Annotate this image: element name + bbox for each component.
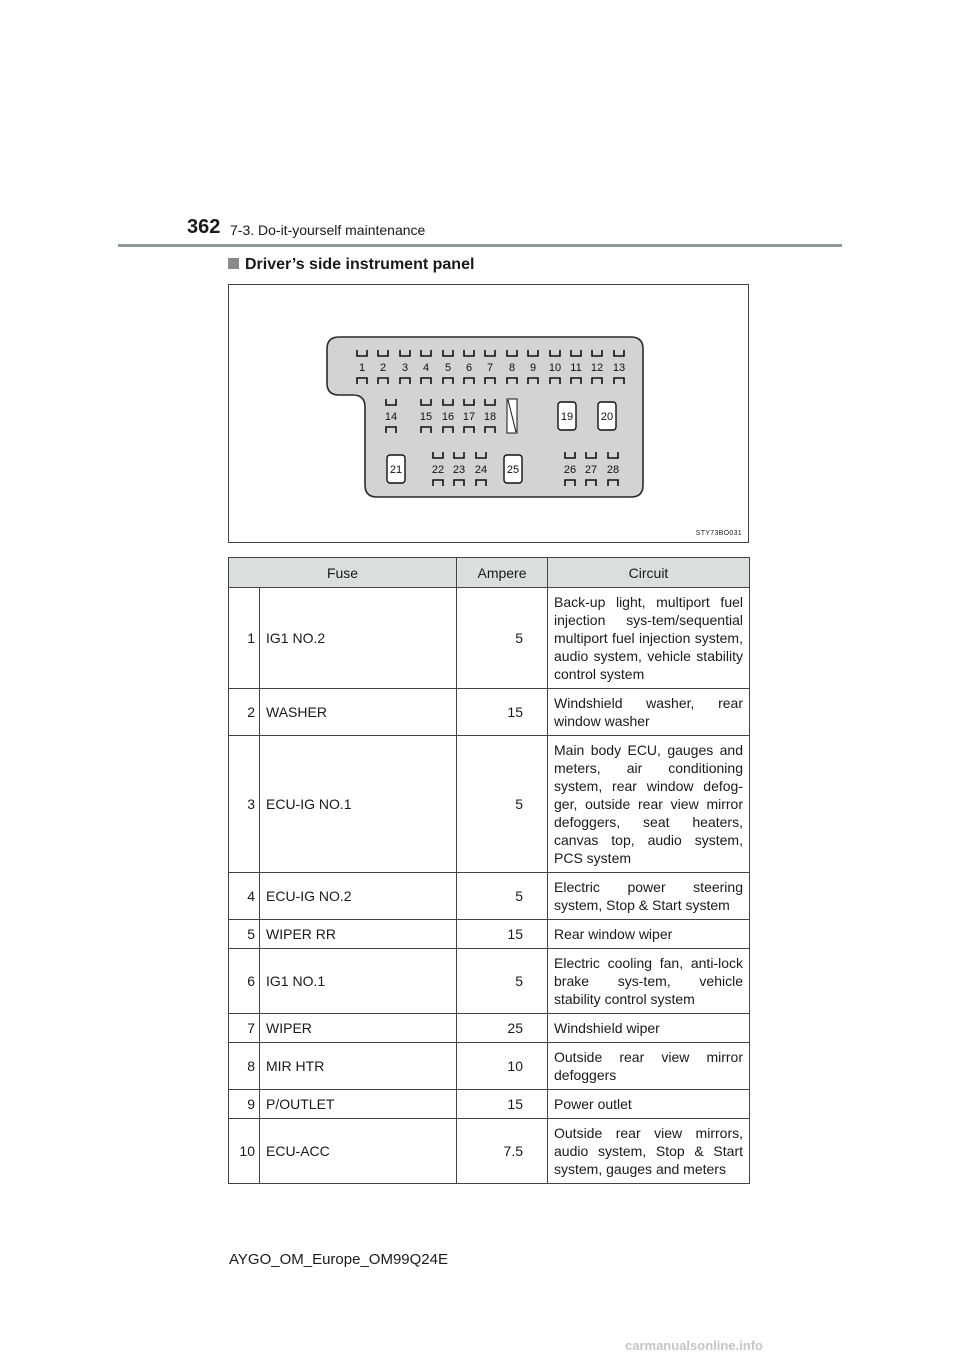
table-row <box>229 1119 750 1184</box>
fuse-circuit: Outside rear view mirror defoggers <box>548 1043 750 1090</box>
fuse-name: WIPER RR <box>260 920 457 949</box>
table-row <box>229 689 750 736</box>
fuse-label: 1 <box>358 362 366 374</box>
watermark: carmanualsonline.info <box>625 1338 763 1353</box>
fuse-name: MIR HTR <box>260 1043 457 1090</box>
fuse-circuit: Windshield washer, rear window washer <box>548 689 750 736</box>
fuse-circuit: Outside rear view mirrors, audio system, Stop & Start system, gauges and meters <box>548 1119 750 1184</box>
table-row <box>229 949 750 1014</box>
fuse-name: WIPER <box>260 1014 457 1043</box>
table-row <box>229 873 750 920</box>
fuse-label: 14 <box>384 411 398 423</box>
table-row <box>229 1014 750 1043</box>
fuse-name: IG1 NO.1 <box>260 949 457 1014</box>
fuse-label: 13 <box>612 362 626 374</box>
table-row <box>229 588 750 689</box>
table-row <box>229 920 750 949</box>
fuse-table-header <box>229 558 750 588</box>
fuse-label: 24 <box>474 464 488 476</box>
fuse-number: 10 <box>229 1119 260 1184</box>
fuse-number: 4 <box>229 873 260 920</box>
fuse-label: 15 <box>419 411 433 423</box>
fuse-ampere: 25 <box>457 1014 548 1043</box>
document-code: AYGO_OM_Europe_OM99Q24E <box>229 1251 448 1268</box>
fuse-label: 16 <box>441 411 455 423</box>
fuse-box-svg <box>229 285 750 544</box>
fuse-circuit: Power outlet <box>548 1090 750 1119</box>
fuse-label: 4 <box>422 362 430 374</box>
fuse-number: 2 <box>229 689 260 736</box>
fuse-number: 7 <box>229 1014 260 1043</box>
fuse-number: 8 <box>229 1043 260 1090</box>
fuse-number: 6 <box>229 949 260 1014</box>
subheading-text: Driver’s side instrument panel <box>245 256 475 273</box>
fuse-label: 9 <box>529 362 537 374</box>
fuse-box-diagram <box>228 284 749 543</box>
fuse-name: ECU-IG NO.1 <box>260 736 457 873</box>
fuse-ampere: 5 <box>457 873 548 920</box>
header-rule <box>118 244 842 247</box>
fuse-number: 1 <box>229 588 260 689</box>
square-bullet-icon <box>228 258 239 269</box>
fuse-label: 3 <box>401 362 409 374</box>
fuse-label: 28 <box>606 464 620 476</box>
fuse-label: 23 <box>452 464 466 476</box>
fuse-name: P/OUTLET <box>260 1090 457 1119</box>
fuse-ampere: 5 <box>457 736 548 873</box>
section-title: 7-3. Do-it-yourself maintenance <box>230 222 426 238</box>
fuse-label: 6 <box>465 362 473 374</box>
fuse-label: 18 <box>483 411 497 423</box>
fuse-label: 2 <box>379 362 387 374</box>
fuse-circuit: Rear window wiper <box>548 920 750 949</box>
fuse-label: 27 <box>584 464 598 476</box>
fuse-label: 25 <box>506 464 520 476</box>
fuse-label: 22 <box>431 464 445 476</box>
fuse-ampere: 5 <box>457 949 548 1014</box>
col-circuit: Circuit <box>548 558 750 588</box>
fuse-label: 21 <box>389 464 403 476</box>
fuse-number: 9 <box>229 1090 260 1119</box>
fuse-label: 26 <box>563 464 577 476</box>
fuse-table <box>228 557 750 1184</box>
fuse-ampere: 15 <box>457 689 548 736</box>
table-row <box>229 736 750 873</box>
fuse-ampere: 15 <box>457 920 548 949</box>
fuse-label: 8 <box>508 362 516 374</box>
fuse-circuit: Windshield wiper <box>548 1014 750 1043</box>
fuse-label: 12 <box>590 362 604 374</box>
fuse-number: 5 <box>229 920 260 949</box>
fuse-label: 5 <box>444 362 452 374</box>
figure-code: STY73BO031 <box>695 530 742 537</box>
fuse-label: 20 <box>600 411 614 423</box>
fuse-ampere: 5 <box>457 588 548 689</box>
subheading <box>228 256 474 274</box>
fuse-label: 7 <box>486 362 494 374</box>
fuse-label: 11 <box>570 362 582 374</box>
fuse-name: ECU-ACC <box>260 1119 457 1184</box>
fuse-name: WASHER <box>260 689 457 736</box>
fuse-label: 10 <box>548 362 562 374</box>
fuse-circuit: Back-up light, multiport fuel injection sys-tem/sequential multiport fuel injection system, audio system, vehicle stability control system <box>548 588 750 689</box>
fuse-number: 3 <box>229 736 260 873</box>
fuse-label: 19 <box>560 411 574 423</box>
col-ampere: Ampere <box>457 558 548 588</box>
fuse-name: ECU-IG NO.2 <box>260 873 457 920</box>
fuse-ampere: 15 <box>457 1090 548 1119</box>
fuse-name: IG1 NO.2 <box>260 588 457 689</box>
fuse-ampere: 10 <box>457 1043 548 1090</box>
fuse-circuit: Main body ECU, gauges and meters, air conditioning system, rear window defog-ger, outside rear view mirror defoggers, seat heaters, canvas top, audio system, PCS system <box>548 736 750 873</box>
page-number: 362 <box>187 216 221 238</box>
fuse-circuit: Electric power steering system, Stop & Start system <box>548 873 750 920</box>
fuse-ampere: 7.5 <box>457 1119 548 1184</box>
fuse-circuit: Electric cooling fan, anti-lock brake sys-tem, vehicle stability control system <box>548 949 750 1014</box>
table-row <box>229 1090 750 1119</box>
table-row <box>229 1043 750 1090</box>
fuse-label: 17 <box>462 411 476 423</box>
col-fuse: Fuse <box>229 558 457 588</box>
